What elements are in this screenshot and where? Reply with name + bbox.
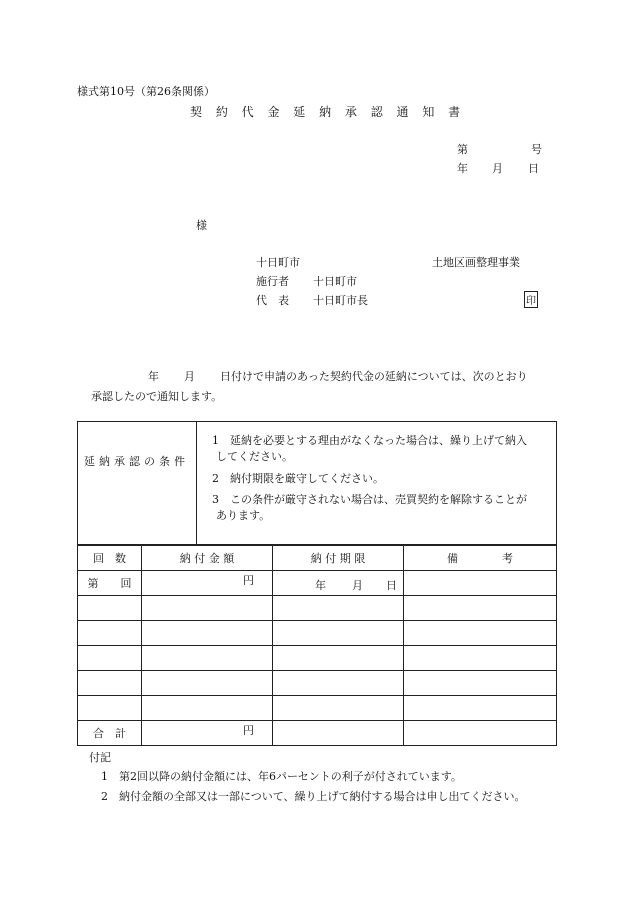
date-day: 日	[528, 162, 539, 175]
issuer-role-executor: 施行者	[256, 275, 289, 288]
issuer-executor-name: 十日町市	[313, 275, 357, 288]
header-amount: 納 付 金 額	[142, 546, 273, 571]
total-amount-unit: 円	[243, 724, 254, 737]
issuer-role-representative: 代 表	[256, 294, 289, 307]
body-year: 年	[148, 370, 159, 383]
note-item-1: 1 第2回以降の納付金額には、年6パーセントの利子が付されています。	[101, 770, 462, 783]
conditions-label-cell	[78, 422, 197, 545]
due-month: 月	[352, 579, 363, 592]
total-due-cell	[273, 721, 404, 746]
total-remarks-cell	[404, 721, 557, 746]
note-item-2: 2 納付金額の全部又は一部について、繰り上げて納付する場合は申し出てください。	[101, 790, 526, 803]
condition-item-1-line-2: してください。	[216, 450, 293, 463]
issuer-town: 十日町市	[256, 256, 300, 269]
document-title: 契 約 代 金 延 納 承 認 通 知 書	[190, 105, 466, 119]
times-cell: 第 回	[78, 571, 142, 596]
body-line-1: 日付けで申請のあった契約代金の延納については、次のとおり	[220, 370, 528, 383]
conditions-box	[77, 421, 557, 545]
issuer-project: 土地区画整理事業	[432, 256, 520, 269]
table-row	[78, 671, 557, 696]
body-line-2: 承認したので通知します。	[91, 390, 223, 403]
doc-number-prefix: 第	[457, 143, 468, 156]
notes-label: 付記	[89, 751, 111, 764]
conditions-label: 延納承認の条件	[84, 455, 189, 468]
payment-schedule-table	[77, 545, 557, 746]
addressee-suffix: 様	[196, 219, 207, 232]
table-row	[78, 646, 557, 671]
header-remarks: 備 考	[404, 546, 557, 571]
conditions-items-cell	[197, 422, 557, 545]
table-header-row	[78, 546, 557, 571]
header-due-date: 納 付 期 限	[273, 546, 404, 571]
amount-cell	[142, 571, 273, 596]
condition-item-3-line-2: あります。	[216, 509, 271, 522]
due-year: 年	[315, 579, 326, 592]
table-row	[78, 596, 557, 621]
issuer-representative-name: 十日町市長	[313, 294, 368, 307]
table-row	[78, 571, 557, 596]
due-day: 日	[386, 579, 397, 592]
doc-number-suffix: 号	[531, 143, 542, 156]
due-date-cell	[273, 571, 404, 596]
seal-mark: 印	[524, 291, 538, 308]
date-month: 月	[492, 162, 503, 175]
total-amount-cell	[142, 721, 273, 746]
table-row	[78, 621, 557, 646]
condition-item-2-line-1: 2 納付期限を厳守してください。	[212, 472, 384, 485]
condition-item-3-line-1: 3 この条件が厳守されない場合は、売買契約を解除することが	[212, 493, 527, 506]
table-row	[78, 696, 557, 721]
body-month: 月	[184, 370, 195, 383]
form-number: 様式第10号（第26条関係）	[77, 85, 215, 98]
total-label: 合 計	[78, 721, 142, 746]
condition-item-1-line-1: 1 延納を必要とする理由がなくなった場合は、繰り上げて納入	[212, 434, 527, 447]
remarks-cell	[404, 571, 557, 596]
header-times: 回 数	[78, 546, 142, 571]
date-year: 年	[457, 162, 468, 175]
amount-unit: 円	[243, 574, 254, 587]
table-total-row	[78, 721, 557, 746]
